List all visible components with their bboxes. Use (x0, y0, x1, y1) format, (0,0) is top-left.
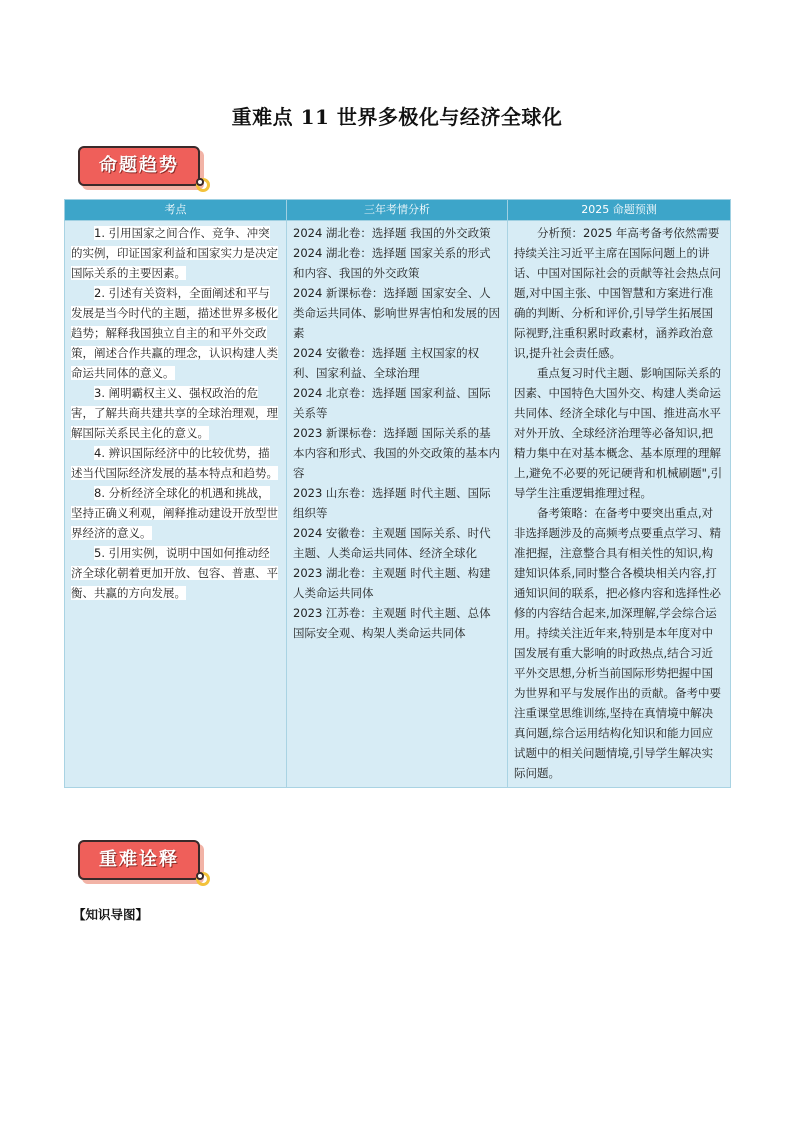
banner-mingti-qushi (78, 146, 210, 194)
kaoqing-item: 2023 山东卷：选择题 时代主题、国际组织等 (293, 486, 491, 520)
kaodian-item: 3. 阐明霸权主义、强权政治的危害，了解共商共建共享的全球治理观，理解国际关系民主化的意义。 (71, 386, 278, 440)
kaodian-item: 1. 引用国家之间合作、竞争、冲突的实例，印证国家利益和国家实力是决定国际关系的主要因素。 (71, 226, 278, 280)
ring-icon (196, 178, 204, 186)
header-kaodian: 考点 (65, 200, 287, 221)
ring-icon (196, 872, 204, 880)
cell-yuce (508, 221, 731, 788)
kaoqing-item: 2024 湖北卷：选择题 国家关系的形式和内容、我国的外交政策 (293, 246, 491, 280)
kaoqing-item: 2023 湖北卷：主观题 时代主题、构建人类命运共同体 (293, 566, 491, 600)
table-row (65, 221, 731, 788)
kaoqing-item: 2024 安徽卷：选择题 主权国家的权利、国家利益、全球治理 (293, 346, 480, 380)
yuce-para: 重点复习时代主题、影响国际关系的因素、中国特色大国外交、构建人类命运共同体、经济全球化与中国、推进高水平对外开放、全球经济治理等必备知识,把精力集中在对基本概念、基本原理的理解上,避免不必要的死记硬背和机械刷题",引导学生注重逻辑推理过程。 (514, 366, 723, 500)
kaoqing-item: 2024 安徽卷：主观题 国际关系、时代主题、人类命运共同体、经济全球化 (293, 526, 491, 560)
yuce-para: 备考策略：在备考中要突出重点,对非选择题涉及的高频考点要重点学习、精准把握，注意整合具有相关性的知识,构建知识体系,同时整合各模块相关内容,打通知识间的联系，把必修内容和选择性必修的内容结合起来,加深理解,学会综合运用。持续关注近年来,特别是本年度对中国发展有重大影响的时政热点,结合习近平外交思想,分析当前国际形势把握中国为世界和平与发展作出的贡献。备考中要注重课堂思维训练,坚持在真情境中解决真问题,综合运用结构化知识和能力回应试题中的相关问题情境,引导学生解决实际问题。 (514, 506, 721, 780)
yuce-para: 分析预：2025 年高考备考依然需要持续关注习近平主席在国际问题上的讲话、中国对国际社会的贡献等社会热点问题,对中国主张、中国智慧和方案进行准确的判断、分析和评价,引导学生拓展国际视野,注重积累时政素材，涵养政治意识,提升社会责任感。 (514, 226, 721, 360)
kaoqing-item: 2024 湖北卷：选择题 我国的外交政策 (293, 226, 491, 240)
page-title: 重难点 11 世界多极化与经济全球化 (231, 105, 563, 129)
header-kaoqing: 三年考情分析 (287, 200, 508, 221)
analysis-table (64, 199, 731, 788)
banner-label: 命题趋势 (99, 155, 179, 176)
header-yuce: 2025 命题预测 (508, 200, 731, 221)
kaodian-item: 2. 引述有关资料，全面阐述和平与发展是当今时代的主题，描述世界多极化趋势；解释我国独立自主的和平外交政策，阐述合作共赢的理念，认识构建人类命运共同体的意义。 (71, 286, 278, 380)
kaodian-item: 5. 引用实例，说明中国如何推动经济全球化朝着更加开放、包容、普惠、平衡、共赢的方向发展。 (71, 546, 278, 600)
kaodian-item: 4. 辨识国际经济中的比较优势，描述当代国际经济发展的基本特点和趋势。 (71, 446, 278, 480)
knowledge-map-label: 【知识导图】 (73, 907, 149, 922)
kaoqing-item: 2024 新课标卷：选择题 国家安全、人类命运共同体、影响世界害怕和发展的因素 (293, 286, 500, 340)
table-header-row (65, 200, 731, 221)
kaoqing-item: 2023 江苏卷：主观题 时代主题、总体国际安全观、构架人类命运共同体 (293, 606, 491, 640)
banner-label: 重难诠释 (99, 849, 179, 870)
cell-kaoqing (287, 221, 508, 788)
banner-zhongnan-quanshi (78, 840, 210, 888)
kaoqing-item: 2023 新课标卷：选择题 国际关系的基本内容和形式、我国的外交政策的基本内容 (293, 426, 500, 480)
kaoqing-item: 2024 北京卷：选择题 国家利益、国际关系等 (293, 386, 491, 420)
cell-kaodian (65, 221, 287, 788)
kaodian-item: 8. 分析经济全球化的机遇和挑战，坚持正确义利观，阐释推动建设开放型世界经济的意义。 (71, 486, 278, 540)
